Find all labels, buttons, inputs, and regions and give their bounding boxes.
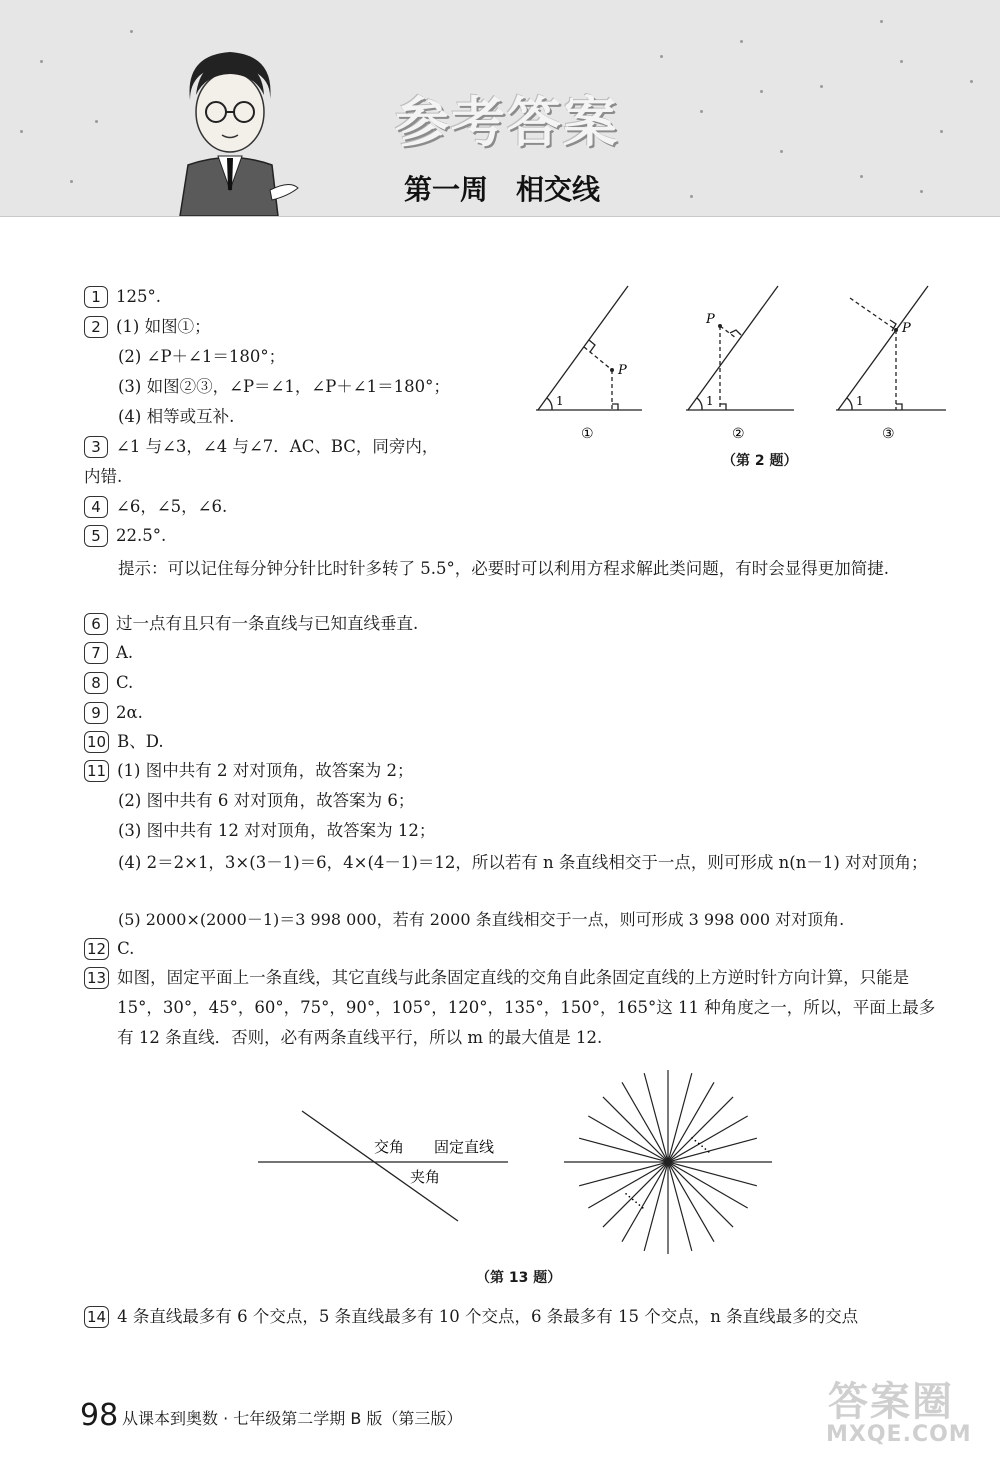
answer-text: 22.5°. [116, 526, 167, 545]
answer-text: 如图，固定平面上一条直线，其它直线与此条固定直线的交角自此条固定直线的上方逆时针方向计算，只能是 15°，30°，45°，60°，75°，90°，105°，120°，135°，150°，165°这 11 种角度之一，所以，平面上最多有 12 条直线．否则，必有两条直线平行，所以 m 的最大值是 12. [117, 968, 936, 1047]
label-p: P [706, 312, 715, 327]
answer-number: 13 [84, 967, 109, 989]
answer-2-part2: (2) ∠P＋∠1＝180°； [118, 347, 286, 366]
answer-number: 7 [84, 642, 108, 664]
answer-number: 14 [84, 1306, 109, 1328]
answer-text: (1) 图中共有 2 对对顶角，故答案为 2； [117, 761, 414, 780]
answer-3-cont: 内错. [84, 467, 123, 486]
watermark-logo-text: 答案圈 [828, 1379, 954, 1425]
answer-6 [84, 613, 418, 635]
answer-7 [84, 642, 133, 664]
answer-5 [84, 525, 166, 547]
answer-text: ∠1 与∠3，∠4 与∠7．AC、BC，同旁内， [116, 437, 439, 456]
answer-text: 4 条直线最多有 6 个交点，5 条直线最多有 10 个交点，6 条最多有 15 个交点，n 条直线最多的交点 [117, 1307, 859, 1326]
answer-number: 3 [84, 436, 108, 458]
figure-q2-3 [836, 286, 946, 410]
answer-9 [84, 702, 143, 724]
page-number: 98 [80, 1398, 119, 1433]
point-p [718, 324, 722, 328]
figure-q2 [530, 280, 980, 450]
answer-2-part4: (4) 相等或互补. [118, 407, 235, 426]
watermark [820, 1370, 970, 1455]
answer-number: 11 [84, 760, 109, 782]
answer-5-hint: 提示：可以记住每分钟分针比时针多转了 5.5°，必要时可以利用方程求解此类问题，有时会显得更加简捷. [118, 559, 889, 578]
header-banner [0, 0, 1000, 217]
book-title: 从课本到奥数 · 七年级第二学期 B 版（第三版） [122, 1409, 463, 1428]
answer-11 [84, 760, 413, 782]
answer-number: 4 [84, 496, 108, 518]
answer-11-part3: (3) 图中共有 12 对对顶角，故答案为 12； [118, 821, 436, 840]
answer-number: 6 [84, 613, 108, 635]
teacher-cartoon-icon [160, 40, 300, 216]
label-fixed-line: 固定直线 [434, 1138, 495, 1156]
label-circle-1: ① [581, 426, 594, 442]
label-jiaojiao: 交角 [374, 1138, 405, 1156]
answer-12 [84, 938, 134, 960]
answer-11-part5: (5) 2000×(2000－1)＝3 998 000，若有 2000 条直线相交于一点，则可形成 3 998 000 对对顶角. [118, 910, 845, 929]
label-p: P [618, 363, 627, 378]
answer-number: 10 [84, 731, 109, 753]
answer-4 [84, 496, 227, 518]
section-subtitle: 第一周 相交线 [404, 173, 601, 206]
label-angle-1: 1 [556, 394, 564, 408]
answer-3 [84, 436, 438, 458]
answer-number: 12 [84, 938, 109, 960]
label-angle-1: 1 [706, 394, 714, 408]
figure-q2-1 [536, 286, 642, 410]
figure-q13-left [258, 1111, 508, 1221]
answer-text: B、D. [117, 732, 164, 751]
intersection-point [666, 1160, 671, 1165]
label-circle-2: ② [732, 426, 745, 442]
answer-text: 125°. [116, 287, 161, 306]
answer-11-part4: (4) 2＝2×1，3×(3－1)＝6，4×(4－1)＝12，所以若有 n 条直线相交于一点，则可形成 n(n－1) 对对顶角； [118, 853, 928, 872]
figure-q13 [250, 1065, 790, 1265]
answer-13 [84, 967, 950, 1053]
answer-number: 2 [84, 316, 108, 338]
answer-text: 2α. [116, 703, 143, 722]
answer-text: C. [116, 673, 134, 692]
answer-10 [84, 731, 164, 753]
answer-number: 8 [84, 672, 108, 694]
figure-q2-2 [686, 286, 794, 410]
dots-upper: …… [687, 1128, 717, 1157]
dots-lower: …… [621, 1184, 651, 1213]
answer-text: C. [117, 939, 135, 958]
answer-2 [84, 316, 211, 338]
point-p [610, 368, 614, 372]
answer-text: ∠6，∠5，∠6. [116, 497, 228, 516]
figure-q2-caption: （第 2 题） [722, 453, 798, 469]
figure-q13-caption: （第 13 题） [476, 1270, 562, 1286]
answer-text: (1) 如图①； [116, 317, 211, 336]
label-p: P [902, 321, 911, 336]
answer-11-part2: (2) 图中共有 6 对对顶角，故答案为 6； [118, 791, 415, 810]
answer-14 [84, 1306, 858, 1328]
label-jiajiao: 夹角 [410, 1168, 441, 1186]
answer-number: 5 [84, 525, 108, 547]
answer-2-part3: (3) 如图②③，∠P＝∠1，∠P＋∠1＝180°； [118, 377, 450, 396]
answer-text: 过一点有且只有一条直线与已知直线垂直. [116, 614, 419, 633]
answer-number: 1 [84, 286, 108, 308]
point-p [894, 328, 898, 332]
answer-number: 9 [84, 702, 108, 724]
label-angle-1: 1 [856, 394, 864, 408]
page-title: 参考答案 [395, 91, 619, 154]
answer-text: A. [116, 643, 134, 662]
watermark-url: MXQE.COM [826, 1422, 972, 1447]
answer-1 [84, 286, 161, 308]
label-circle-3: ③ [882, 426, 895, 442]
answer-8 [84, 672, 133, 694]
